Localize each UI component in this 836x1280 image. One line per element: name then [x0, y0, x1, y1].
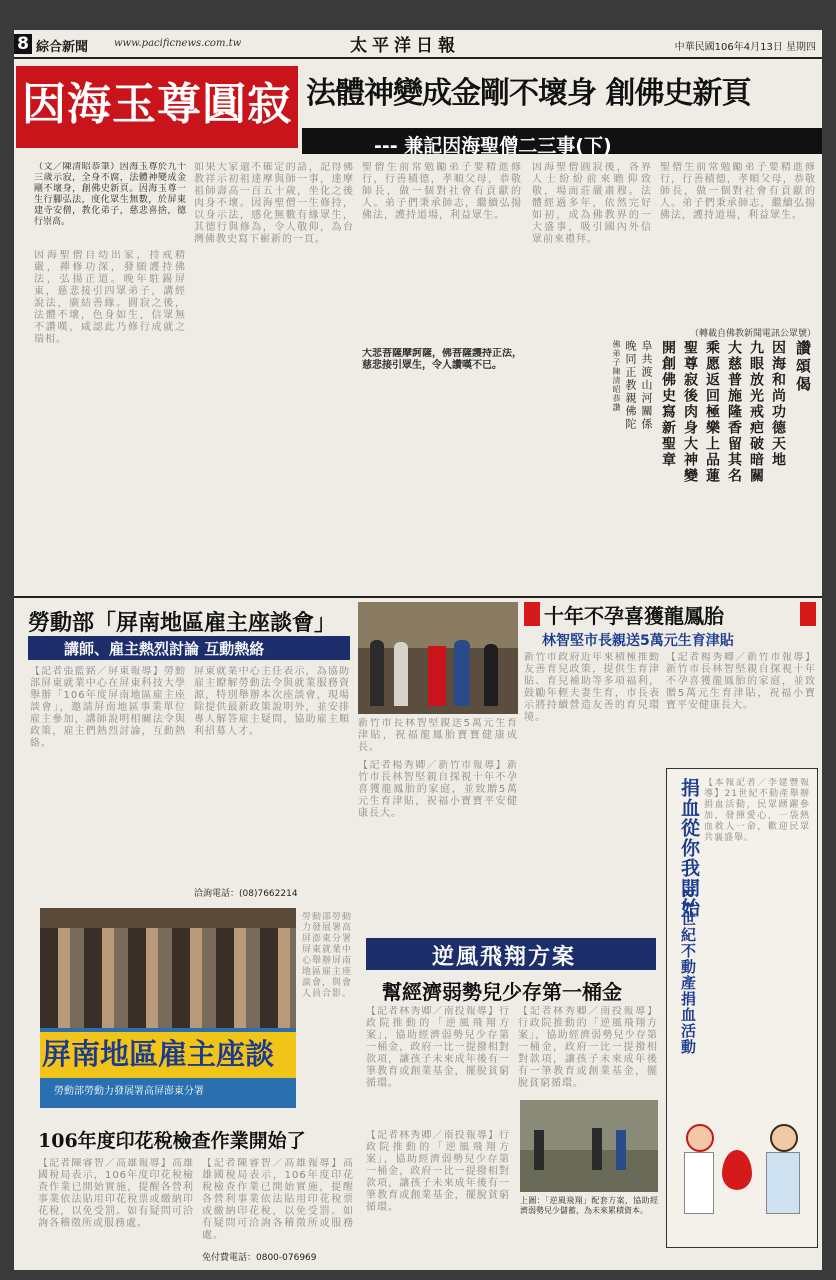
- banner-subtext: 勞動部勞動力發展署高屏澎東分署: [54, 1086, 204, 1097]
- headline-body-col-5: 聖僧生前常勉勵弟子要精進修行，行善積德，孝順父母，恭敬師長，做一個對社會有貢獻的人。弟子們秉承師志，繼續弘揚佛法，護持道場，利益眾生。: [660, 162, 816, 221]
- poem-end-1: 晚同正教親佛陀: [624, 340, 637, 431]
- person-figure: [484, 644, 498, 706]
- adversity-body-col-1: 【記者林秀卿／南投報導】行政院推動的「逆風飛翔方案」，協助經濟弱勢兒少存第一桶金，政府一比一提撥相對款項，讓孩子未來成年後有一筆教育或創業基金，擺脫貧窮循環。: [366, 1006, 510, 1089]
- adversity-body-col-2: 【記者林秀卿／南投報導】行政院推動的「逆風飛翔方案」，協助經濟弱勢兒少存第一桶金，政府一比一提撥相對款項，讓孩子未來成年後有一筆教育或創業基金，擺脫貧窮循環。: [518, 1006, 658, 1089]
- issue-date: 中華民國106年4月13日 星期四: [674, 42, 816, 53]
- labor-body-col-1: 【記者張藍銘／屏東報導】勞動部屏東就業中心在屏東科技大學舉辦「106年度屏南地區雇主座談會」，邀請屏南地區事業單位雇主參加，講師說明相關法令與政策，雇主們熱烈討論，互動熱絡。: [30, 666, 186, 749]
- doctor-body: [766, 1152, 800, 1214]
- headline-bottom-rule: [14, 596, 822, 598]
- poem-line-6: 開創佛史寫新聖章: [660, 340, 676, 468]
- headline-main-title: 法體神變成金剛不壞身 創佛史新頁: [306, 76, 751, 111]
- blood-drive-body: 【本報記者／李建豐報導】21世紀不動產舉辦捐血活動，民眾踴躍參加，發揮愛心，一袋熱血救人一命，歡迎民眾共襄盛舉。: [704, 778, 810, 843]
- headline-body-col-1: 因海聖僧自幼出家，持戒精嚴，禪修功深，發願護持佛法，弘揚正道。晚年駐錫屏東，慈悲接引四眾弟子，講經說法，廣結善緣。圓寂之後，法體不壞，色身如生，信眾無不讚嘆，咸認此乃修行成就之瑞相。: [34, 250, 186, 345]
- blood-drive-title: 捐血從你我開始: [678, 778, 700, 918]
- nurse-body: [684, 1152, 714, 1214]
- nurse-cartoon: [680, 1124, 716, 1234]
- adversity-subtitle: 幫經濟弱勢兒少存第一桶金: [382, 980, 622, 1004]
- masthead: [14, 30, 822, 56]
- paper-name: 太平洋日報: [350, 36, 460, 56]
- person-figure: [616, 1130, 626, 1170]
- poem-line-5: 聖尊寂後肉身大神變: [682, 340, 698, 484]
- poem-line-4: 乘愿返回極樂上品蓮: [704, 340, 720, 484]
- dragon-title: 十年不孕喜獲龍鳳胎: [544, 604, 724, 628]
- masthead-rule: [14, 57, 822, 59]
- dragon-caption-left: 新竹市長林智堅親送5萬元生育津貼，祝福龍鳳胎寶寶健康成長。: [358, 718, 518, 753]
- section-label: 綜合新聞: [36, 40, 89, 55]
- person-figure: [454, 640, 470, 706]
- headline-body-col-2: 如果大家還不確定的話，記得佛教祥示初祖達摩與師一事，達摩祖師壽高一百五十歲，坐化之後肉身不壞。因海聖僧一生修持，以身示法，感化無數有緣眾生，其德行與修為，令人敬仰，為台灣佛教史寫下嶄新的一頁。: [194, 162, 354, 245]
- dragon-body-col-1: 【記者楊秀卿／新竹市報導】新竹市長林智堅親自探視十年不孕喜獲龍鳳胎的家庭，並致贈5萬元生育津貼，祝福小寶寶平安健康長大。: [358, 760, 518, 819]
- stamp-tax-body-col-2: 【記者陳睿智／高雄報導】高雄國稅局表示，106年度印花稅檢查作業已開始實施，提醒各營利事業依法貼用印花稅票或繳納印花稅，以免受罰。如有疑問可洽詢各稽徵所或服務處。: [202, 1158, 354, 1241]
- headline-quote: 大悲菩薩摩訶薩，佛菩薩護持正法，慈悲接引眾生，令人讚嘆不已。: [362, 348, 522, 371]
- poem-line-2: 九眼放光戒疤破暗關: [748, 340, 764, 484]
- dragon-title-accent: [524, 602, 540, 626]
- nurse-head: [686, 1124, 714, 1152]
- person-figure: [534, 1130, 544, 1170]
- adversity-photo: [520, 1100, 658, 1192]
- poem-end-0: 阜共渡山河關係: [640, 340, 653, 431]
- stamp-tax-contact: 免付費電話：0800-076969: [202, 1253, 317, 1263]
- person-figure: [592, 1128, 602, 1170]
- doctor-cartoon: [762, 1124, 802, 1234]
- headline-caption-right: （轉載自佛教新聞電訊公眾號）: [690, 329, 817, 339]
- newspaper-page: [14, 30, 822, 1270]
- labor-body-col-2: 屏東就業中心主任表示，為協助雇主瞭解勞動法令與就業服務資源，特別舉辦本次座談會，現場除提供最新政策說明外，並安排專人解答雇主疑問，協助雇主順利招募人才。: [194, 666, 350, 737]
- seminar-photo: [358, 602, 518, 714]
- headline-red-title: 因海玉尊圓寂: [22, 79, 292, 130]
- dragon-subtitle: 林智堅市長親送5萬元生育津貼: [542, 633, 734, 649]
- doctor-head: [770, 1124, 798, 1152]
- labor-contact: 洽詢電話：(08)7662214: [194, 889, 298, 899]
- dragon-title-accent-right: [800, 602, 816, 626]
- dragon-body-col-3: 【記者楊秀卿／新竹市報導】新竹市長林智堅親自探視十年不孕喜獲龍鳳胎的家庭，並致贈5萬元生育津貼，祝福小寶寶平安健康長大。: [666, 652, 816, 711]
- person-figure: [370, 640, 384, 706]
- adversity-title: 逆風飛翔方案: [432, 945, 577, 970]
- dragon-body-col-2: 新竹市政府近年來積極推動友善育兒政策，提供生育津貼、育兒補助等多項福利，鼓勵年輕夫妻生育，市長表示將持續營造友善的育兒環境。: [524, 652, 660, 723]
- poem-line-3: 大慈普施隆香留其名: [726, 340, 742, 484]
- group-photo: [40, 908, 296, 1108]
- group-photo-caption: 勞動部勞動力發展署高屏澎東分署屏東就業中心舉辦屏南地區雇主座談會，與會人員合影。: [302, 912, 352, 999]
- group-photo-crowd: [40, 928, 296, 1028]
- adversity-caption: 上圖：「逆風飛翔」配套方案，協助經濟弱勢兒少儲蓄，為未來累積資本。: [520, 1196, 658, 1215]
- person-figure: [394, 642, 408, 706]
- labor-title: 勞動部「屏南地區雇主座談會」: [28, 611, 337, 636]
- page-number-badge: 8: [14, 34, 32, 54]
- headline-body-col-3: 聖僧生前常勉勵弟子要精進修行，行善積德，孝順父母，恭敬師長，做一個對社會有貢獻的人。弟子們秉承師志，繼續弘揚佛法，護持道場，利益眾生。: [362, 162, 522, 221]
- poem-block: [614, 340, 814, 588]
- adversity-body-col-3: 【記者林秀卿／南投報導】行政院推動的「逆風飛翔方案」，協助經濟弱勢兒少存第一桶金，政府一比一提撥相對款項，讓孩子未來成年後有一筆教育或創業基金，擺脫貧窮循環。: [366, 1130, 510, 1213]
- poem-author: 佛弟子陳清昭恭讚: [612, 340, 621, 412]
- website-url: www.pacificnews.com.tw: [114, 38, 242, 49]
- seminar-podium: [428, 646, 446, 706]
- banner-text: 屏南地區雇主座談: [42, 1037, 275, 1071]
- poem-line-1: 因海和尚功德天地: [770, 340, 786, 468]
- headline-subtitle: --- 兼記因海聖僧二三事(下): [374, 135, 612, 157]
- headline-body-col-4: 因海聖僧圓寂後，各界人士紛紛前來瞻仰致敬，場面莊嚴肅穆。法體經過多年，依然完好如初，成為佛教界的一大盛事，吸引國內外信眾前來禮拜。: [532, 162, 652, 245]
- labor-subtitle: 講師、雇主熱烈討論 互動熱絡: [64, 640, 265, 658]
- headline-lead-text: （文／陳清昭恭筆）因海玉尊於九十三歲示寂，全身不腐，法體神變成金剛不壞身，創佛史新頁。因海玉尊一生行腳弘法，度化眾生無數，於屏東建寺安僧，教化弟子，慈悲喜捨，德行崇高。: [34, 162, 186, 227]
- blood-drop-icon: [722, 1150, 752, 1190]
- poem-line-0: 讚頌偈: [794, 340, 812, 394]
- stamp-tax-body-col-1: 【記者陳睿智／高雄報導】高雄國稅局表示，106年度印花稅檢查作業已開始實施，提醒各營利事業依法貼用印花稅票或繳納印花稅，以免受罰。如有疑問可洽詢各稽徵所或服務處。: [38, 1158, 194, 1229]
- stamp-tax-title: 106年度印花稅檢查作業開始了: [38, 1130, 306, 1152]
- blood-drive-event: 21世紀不動產捐血活動: [679, 888, 697, 1055]
